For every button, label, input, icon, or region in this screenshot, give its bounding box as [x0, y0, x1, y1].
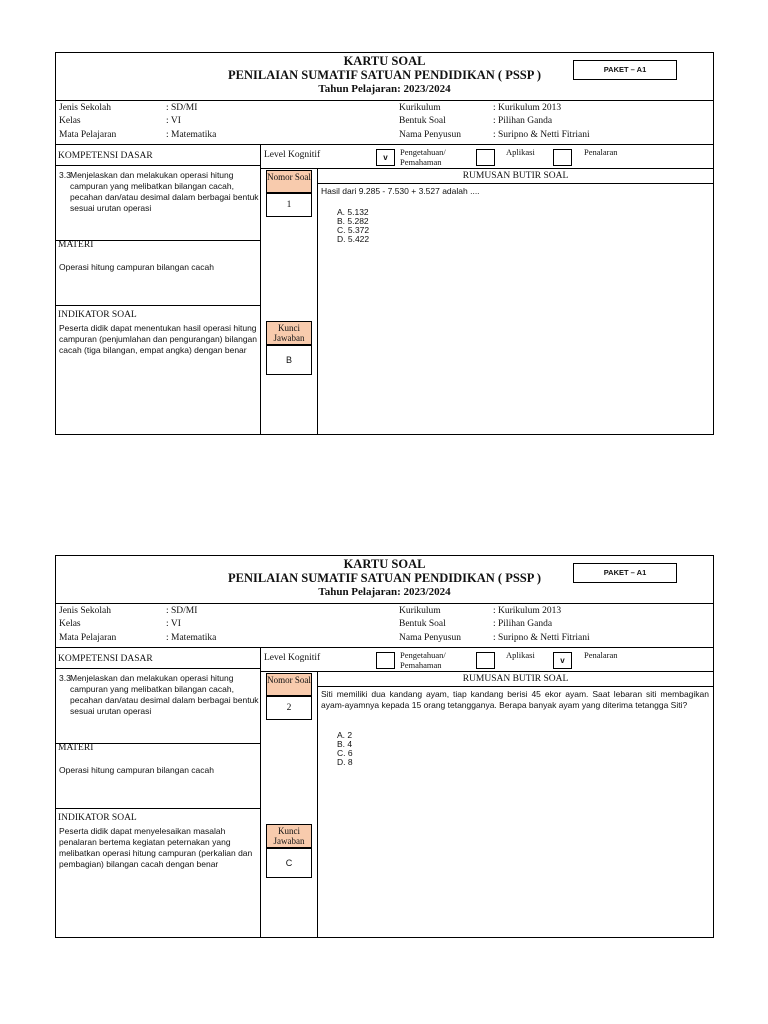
- bentuk-soal-value: : Pilihan Ganda: [493, 619, 553, 629]
- jenis-sekolah-value: : SD/MI: [166, 103, 198, 113]
- mapel-value: : Matematika: [166, 633, 217, 643]
- choice-d: D. 5.422: [337, 234, 370, 244]
- column-divider: [260, 648, 261, 937]
- nomor-soal-label: Nomor Soal: [266, 673, 312, 696]
- question-text: [321, 689, 709, 711]
- rumusan-title: RUMUSAN BUTIR SOAL: [318, 673, 713, 687]
- level-kognitif-label: Level Kognitif: [264, 150, 321, 160]
- card-title: KARTU SOAL: [343, 557, 426, 571]
- academic-year: Tahun Pelajaran: 2023/2024: [318, 83, 451, 95]
- rumusan-title: RUMUSAN BUTIR SOAL: [318, 170, 713, 184]
- bentuk-soal-label: Bentuk Soal: [399, 116, 446, 126]
- kunci-jawaban-value: C: [266, 848, 312, 878]
- option-aplikasi: Aplikasi: [506, 147, 535, 157]
- materi-title: MATERI: [58, 240, 94, 250]
- card-subtitle: PENILAIAN SUMATIF SATUAN PENDIDIKAN ( PSSP ): [228, 68, 541, 82]
- kelas-label: Kelas: [59, 116, 81, 126]
- card-header: [56, 556, 713, 604]
- penyusun-value: : Suripno & Netti Fitriani: [493, 130, 590, 140]
- choice-d: D. 8: [337, 757, 353, 767]
- penyusun-label: Nama Penyusun: [399, 633, 462, 643]
- kunci-jawaban-value: B: [266, 345, 312, 375]
- info-section: [56, 101, 713, 145]
- kd-body: Menjelaskan dan melakukan operasi hitung campuran yang melibatkan bilangan cacah, pecahan dan/atau desimal dalam berbagai bentuk sesuai urutan operasi: [70, 673, 259, 716]
- option-penalaran: Penalaran: [584, 147, 618, 157]
- mapel-label: Mata Pelajaran: [59, 633, 117, 643]
- column-divider: [317, 672, 318, 937]
- checkbox-pemahaman: v: [376, 149, 395, 166]
- academic-year: Tahun Pelajaran: 2023/2024: [318, 586, 451, 598]
- checkbox-penalaran: [553, 149, 572, 166]
- answer-choices: [337, 208, 369, 244]
- checkbox-aplikasi: [476, 652, 495, 669]
- card-subtitle: PENILAIAN SUMATIF SATUAN PENDIDIKAN ( PSSP ): [228, 571, 541, 585]
- kurikulum-label: Kurikulum: [399, 606, 441, 616]
- bentuk-soal-label: Bentuk Soal: [399, 619, 446, 629]
- indikator-text: Peserta didik dapat menentukan hasil operasi hitung campuran (penjumlahan dan pengurangan) bilangan cacah (tiga bilangan, empat angka) dengan benar: [59, 323, 258, 355]
- choice-b: B. 5.282: [337, 216, 369, 226]
- column-divider: [260, 145, 261, 434]
- kd-number: 3.3: [59, 673, 71, 683]
- choice-a: A. 2: [337, 730, 353, 740]
- materi-text: Operasi hitung campuran bilangan cacah: [59, 262, 214, 272]
- kurikulum-label: Kurikulum: [399, 103, 441, 113]
- kurikulum-value: : Kurikulum 2013: [493, 606, 562, 616]
- question-text: [321, 186, 709, 197]
- mapel-value: : Matematika: [166, 130, 217, 140]
- kelas-value: : VI: [166, 619, 181, 629]
- divider: [56, 305, 260, 306]
- option-pemahaman: Pengetahuan/ Pemahaman: [400, 147, 446, 167]
- bentuk-soal-value: : Pilihan Ganda: [493, 116, 553, 126]
- card-title: KARTU SOAL: [343, 54, 426, 68]
- card-header: [56, 53, 713, 101]
- kelas-label: Kelas: [59, 619, 81, 629]
- answer-choices: [337, 731, 353, 767]
- checkbox-pemahaman: [376, 652, 395, 669]
- divider: [56, 165, 260, 166]
- level-kognitif-row: [261, 145, 713, 169]
- indikator-title: INDIKATOR SOAL: [58, 310, 137, 320]
- kompetensi-dasar-title: KOMPETENSI DASAR: [58, 654, 153, 664]
- kd-body: Menjelaskan dan melakukan operasi hitung campuran yang melibatkan bilangan cacah, pecahan dan/atau desimal dalam berbagai bentuk sesuai urutan operasi: [70, 170, 259, 213]
- question-body: Siti memiliki dua kandang ayam, tiap kandang berisi 45 ekor ayam. Saat lebaran siti membagikan ayam-ayamnya kepada 15 orang tetangganya. Berapa banyak ayam yang diterima tetangga Siti?: [321, 689, 709, 710]
- level-kognitif-label: Level Kognitif: [264, 653, 321, 663]
- nomor-soal-value: 2: [266, 696, 312, 720]
- info-section: [56, 604, 713, 648]
- jenis-sekolah-value: : SD/MI: [166, 606, 198, 616]
- jenis-sekolah-label: Jenis Sekolah: [59, 606, 111, 616]
- jenis-sekolah-label: Jenis Sekolah: [59, 103, 111, 113]
- checkbox-penalaran: v: [553, 652, 572, 669]
- kurikulum-value: : Kurikulum 2013: [493, 103, 562, 113]
- penyusun-value: : Suripno & Netti Fitriani: [493, 633, 590, 643]
- level-kognitif-row: [261, 648, 713, 672]
- paket-label: PAKET – A1: [573, 563, 677, 583]
- option-penalaran: Penalaran: [584, 650, 618, 660]
- paket-label: PAKET – A1: [573, 60, 677, 80]
- option-pemahaman: Pengetahuan/ Pemahaman: [400, 650, 446, 670]
- checkbox-aplikasi: [476, 149, 495, 166]
- question-card-2: [55, 555, 714, 938]
- divider: [56, 668, 260, 669]
- kd-number: 3.3: [59, 170, 71, 180]
- choice-c: C. 6: [337, 748, 353, 758]
- choice-c: C. 5.372: [337, 225, 370, 235]
- materi-title: MATERI: [58, 743, 94, 753]
- question-body: Hasil dari 9.285 - 7.530 + 3.527 adalah ....: [321, 186, 480, 196]
- choice-a: A. 5.132: [337, 207, 369, 217]
- question-card-1: [55, 52, 714, 435]
- divider: [56, 808, 260, 809]
- penyusun-label: Nama Penyusun: [399, 130, 462, 140]
- mapel-label: Mata Pelajaran: [59, 130, 117, 140]
- option-aplikasi: Aplikasi: [506, 650, 535, 660]
- indikator-title: INDIKATOR SOAL: [58, 813, 137, 823]
- materi-text: Operasi hitung campuran bilangan cacah: [59, 765, 214, 775]
- kelas-value: : VI: [166, 116, 181, 126]
- nomor-soal-value: 1: [266, 193, 312, 217]
- column-divider: [317, 169, 318, 434]
- kunci-jawaban-label: Kunci Jawaban: [266, 824, 312, 848]
- nomor-soal-label: Nomor Soal: [266, 170, 312, 193]
- kompetensi-dasar-title: KOMPETENSI DASAR: [58, 151, 153, 161]
- kunci-jawaban-label: Kunci Jawaban: [266, 321, 312, 345]
- indikator-text: Peserta didik dapat menyelesaikan masalah penalaran bertema kegiatan peternakan yang melibatkan operasi hitung campuran (perkalian dan pembagian) bilangan cacah dengan benar: [59, 826, 253, 869]
- choice-b: B. 4: [337, 739, 353, 749]
